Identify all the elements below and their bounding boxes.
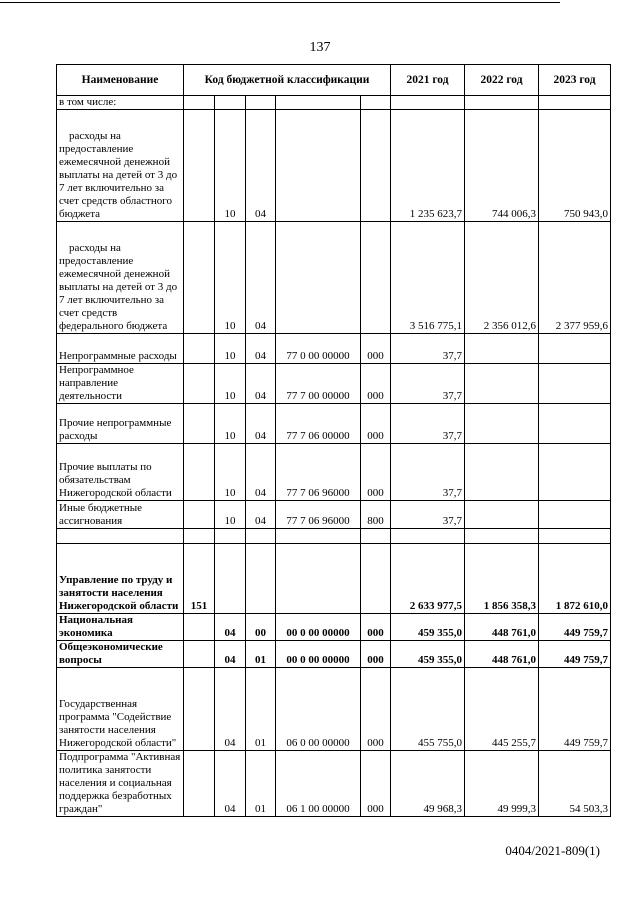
- cell-admin-code: [184, 110, 215, 222]
- cell-2023: 449 759,7: [539, 641, 611, 668]
- page-number: 137: [309, 40, 331, 55]
- cell-section: 04: [215, 668, 246, 751]
- budget-table: [56, 64, 611, 817]
- cell-name: [57, 529, 184, 544]
- cell-2023: 449 759,7: [539, 668, 611, 751]
- cell-target-article: [276, 544, 361, 614]
- cell-subsection: 04: [246, 222, 276, 334]
- cell-admin-code: [184, 529, 215, 544]
- cell-2021: 459 355,0: [391, 641, 465, 668]
- cell-target-article: [276, 529, 361, 544]
- cell-subsection: 00: [246, 614, 276, 641]
- cell-2021: 1 235 623,7: [391, 110, 465, 222]
- cell-2022: 2 356 012,6: [465, 222, 539, 334]
- cell-2021: 459 355,0: [391, 614, 465, 641]
- cell-2021: 37,7: [391, 364, 465, 404]
- cell-name: Национальная экономика: [57, 614, 184, 641]
- table-row: [57, 501, 611, 529]
- cell-section: 10: [215, 404, 246, 444]
- cell-name: Управление по труду и занятости населения Нижегородской области: [57, 544, 184, 614]
- table-row: [57, 751, 611, 817]
- cell-expense-type: 000: [361, 334, 391, 364]
- cell-subsection: 04: [246, 364, 276, 404]
- table-row: [57, 110, 611, 222]
- table-row: [57, 334, 611, 364]
- cell-target-article: 00 0 00 00000: [276, 641, 361, 668]
- cell-admin-code: 151: [184, 544, 215, 614]
- cell-2021: 37,7: [391, 501, 465, 529]
- cell-admin-code: [184, 364, 215, 404]
- cell-2023: [539, 529, 611, 544]
- cell-2023: 750 943,0: [539, 110, 611, 222]
- cell-2021: 2 633 977,5: [391, 544, 465, 614]
- cell-2022: 448 761,0: [465, 614, 539, 641]
- cell-section: 10: [215, 334, 246, 364]
- table-row: [57, 668, 611, 751]
- cell-target-article: 77 7 06 96000: [276, 501, 361, 529]
- cell-expense-type: 800: [361, 501, 391, 529]
- table-row: [57, 641, 611, 668]
- cell-name: Непрограммное направление деятельности: [57, 364, 184, 404]
- cell-2022: 49 999,3: [465, 751, 539, 817]
- cell-subsection: 04: [246, 444, 276, 501]
- cell-2021: 455 755,0: [391, 668, 465, 751]
- cell-2021: [391, 96, 465, 110]
- cell-expense-type: 000: [361, 444, 391, 501]
- cell-expense-type: 000: [361, 668, 391, 751]
- cell-2023: 54 503,3: [539, 751, 611, 817]
- cell-section: 10: [215, 501, 246, 529]
- cell-admin-code: [184, 668, 215, 751]
- cell-target-article: 06 1 00 00000: [276, 751, 361, 817]
- cell-name: Прочие непрограммные расходы: [57, 404, 184, 444]
- cell-expense-type: 000: [361, 614, 391, 641]
- cell-2023: [539, 444, 611, 501]
- cell-subsection: 01: [246, 751, 276, 817]
- cell-2022: 1 856 358,3: [465, 544, 539, 614]
- cell-expense-type: [361, 222, 391, 334]
- cell-target-article: 77 7 06 96000: [276, 444, 361, 501]
- cell-2022: [465, 404, 539, 444]
- cell-2023: [539, 501, 611, 529]
- table-row: [57, 222, 611, 334]
- cell-expense-type: [361, 110, 391, 222]
- cell-section: 10: [215, 110, 246, 222]
- cell-subsection: 01: [246, 668, 276, 751]
- cell-admin-code: [184, 751, 215, 817]
- cell-2022: [465, 444, 539, 501]
- cell-expense-type: 000: [361, 404, 391, 444]
- cell-expense-type: 000: [361, 364, 391, 404]
- cell-section: [215, 544, 246, 614]
- cell-2022: 445 255,7: [465, 668, 539, 751]
- cell-target-article: 77 0 00 00000: [276, 334, 361, 364]
- cell-subsection: [246, 529, 276, 544]
- cell-admin-code: [184, 334, 215, 364]
- cell-admin-code: [184, 404, 215, 444]
- cell-2023: 2 377 959,6: [539, 222, 611, 334]
- cell-2022: [465, 501, 539, 529]
- header-code: Код бюджетной классификации: [184, 65, 391, 96]
- cell-name: Непрограммные расходы: [57, 334, 184, 364]
- cell-2021: 37,7: [391, 334, 465, 364]
- cell-2023: [539, 364, 611, 404]
- cell-2022: 744 006,3: [465, 110, 539, 222]
- cell-expense-type: [361, 544, 391, 614]
- cell-2021: [391, 529, 465, 544]
- document-code: 0404/2021-809(1): [505, 843, 600, 858]
- cell-target-article: [276, 96, 361, 110]
- cell-name: расходы на предоставление ежемесячной денежной выплаты на детей от 3 до 7 лет включительно за счет средств федерального бюджета: [57, 222, 184, 334]
- cell-name: в том числе:: [57, 96, 184, 110]
- cell-subsection: 04: [246, 110, 276, 222]
- cell-2023: [539, 96, 611, 110]
- cell-subsection: [246, 96, 276, 110]
- cell-2023: [539, 334, 611, 364]
- cell-target-article: [276, 222, 361, 334]
- cell-2023: 449 759,7: [539, 614, 611, 641]
- cell-subsection: 01: [246, 641, 276, 668]
- cell-2021: 49 968,3: [391, 751, 465, 817]
- table-row: [57, 444, 611, 501]
- cell-section: 04: [215, 614, 246, 641]
- table-row: [57, 614, 611, 641]
- cell-subsection: [246, 544, 276, 614]
- cell-admin-code: [184, 641, 215, 668]
- cell-target-article: 77 7 00 00000: [276, 364, 361, 404]
- table-row: [57, 364, 611, 404]
- cell-section: 10: [215, 222, 246, 334]
- cell-section: 04: [215, 641, 246, 668]
- cell-2022: [465, 334, 539, 364]
- cell-2021: 37,7: [391, 404, 465, 444]
- cell-section: 10: [215, 444, 246, 501]
- cell-admin-code: [184, 614, 215, 641]
- table-row: [57, 529, 611, 544]
- cell-target-article: 06 0 00 00000: [276, 668, 361, 751]
- cell-admin-code: [184, 444, 215, 501]
- cell-section: 10: [215, 364, 246, 404]
- cell-subsection: 04: [246, 334, 276, 364]
- cell-2023: 1 872 610,0: [539, 544, 611, 614]
- cell-2022: [465, 364, 539, 404]
- cell-name: Подпрограмма "Активная политика занятости населения и социальная поддержка безработных граждан": [57, 751, 184, 817]
- header-2023: 2023 год: [539, 65, 611, 96]
- table-row: [57, 544, 611, 614]
- cell-2022: [465, 529, 539, 544]
- cell-name: Государственная программа "Содействие занятости населения Нижегородской области": [57, 668, 184, 751]
- cell-2021: 37,7: [391, 444, 465, 501]
- cell-target-article: 77 7 06 00000: [276, 404, 361, 444]
- cell-admin-code: [184, 96, 215, 110]
- cell-section: [215, 96, 246, 110]
- table-row: [57, 404, 611, 444]
- top-rule: [0, 2, 560, 3]
- cell-name: Прочие выплаты по обязательствам Нижегородской области: [57, 444, 184, 501]
- cell-expense-type: [361, 96, 391, 110]
- cell-target-article: [276, 110, 361, 222]
- table-row: [57, 96, 611, 110]
- cell-expense-type: 000: [361, 751, 391, 817]
- cell-expense-type: [361, 529, 391, 544]
- cell-2023: [539, 404, 611, 444]
- cell-name: Общеэкономические вопросы: [57, 641, 184, 668]
- cell-name: Иные бюджетные ассигнования: [57, 501, 184, 529]
- header-name: Наименование: [57, 65, 184, 96]
- cell-section: [215, 529, 246, 544]
- cell-2021: 3 516 775,1: [391, 222, 465, 334]
- table-header-row: [57, 65, 611, 96]
- table-body: [57, 96, 611, 817]
- cell-2022: 448 761,0: [465, 641, 539, 668]
- cell-section: 04: [215, 751, 246, 817]
- cell-2022: [465, 96, 539, 110]
- cell-admin-code: [184, 222, 215, 334]
- header-2021: 2021 год: [391, 65, 465, 96]
- cell-expense-type: 000: [361, 641, 391, 668]
- cell-subsection: 04: [246, 501, 276, 529]
- cell-subsection: 04: [246, 404, 276, 444]
- cell-target-article: 00 0 00 00000: [276, 614, 361, 641]
- header-2022: 2022 год: [465, 65, 539, 96]
- cell-admin-code: [184, 501, 215, 529]
- cell-name: расходы на предоставление ежемесячной денежной выплаты на детей от 3 до 7 лет включительно за счет средств областного бюджета: [57, 110, 184, 222]
